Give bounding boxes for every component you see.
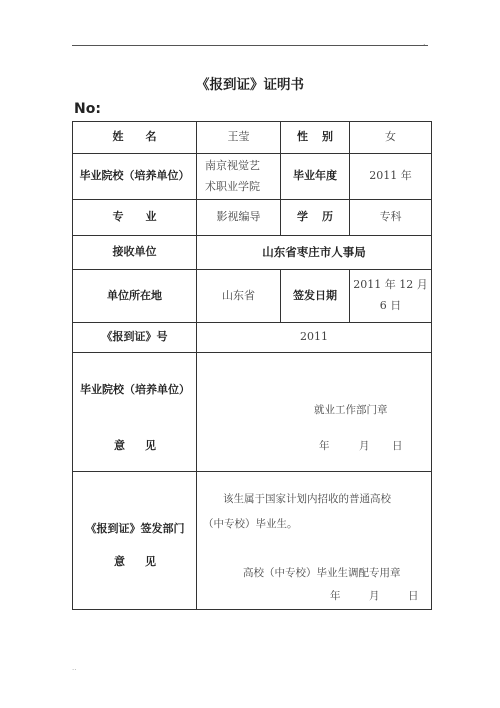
school-opinion-date-year: 年 <box>319 440 330 452</box>
document-title: 《报到证》证明书 <box>196 77 304 93</box>
school-opinion-label: 毕业院校（培养单位） <box>80 383 190 396</box>
grad-year-value: 2011 年 <box>350 154 432 200</box>
receiving-unit-value: 山东省枣庄市人事局 <box>197 236 432 270</box>
unit-location-label: 单位所在地 <box>73 270 197 323</box>
grad-year-label: 毕业年度 <box>281 154 350 200</box>
gender-label: 性别 <box>281 122 350 154</box>
major-value: 影视编导 <box>197 200 281 236</box>
school-value-line-1: 南京视觉艺 <box>205 158 260 172</box>
unit-location-value: 山东省 <box>197 270 281 323</box>
row-major-degree <box>73 200 432 236</box>
school-opinion-date-day: 日 <box>392 440 403 452</box>
row-location-date <box>73 270 432 323</box>
row-cert-number <box>73 323 432 353</box>
issue-date-label: 签发日期 <box>281 270 350 323</box>
number-label: No: <box>74 101 101 117</box>
footer-mark: .. <box>72 664 77 672</box>
name-label: 姓名 <box>73 122 197 154</box>
corner-mark: . <box>423 38 426 47</box>
issuer-opinion-label-2: 意见 <box>114 555 176 568</box>
graduate-allocation-stamp: 高校（中专校）毕业生调配专用章 <box>243 567 401 579</box>
row-issuer-opinion <box>73 472 432 610</box>
degree-label: 学历 <box>281 200 350 236</box>
issue-date-line-1: 2011 年 12 月 <box>353 278 428 292</box>
school-label: 毕业院校（培养单位） <box>73 154 197 200</box>
gender-value: 女 <box>350 122 432 154</box>
issuer-opinion-date-day: 日 <box>408 590 419 602</box>
issuer-opinion-label-cell <box>73 472 197 610</box>
school-opinion-date-month: 月 <box>359 440 370 452</box>
school-opinion-label-2: 意见 <box>114 439 176 452</box>
issuer-statement-line-2: （中专校）毕业生。 <box>203 518 298 530</box>
school-value-line-2: 术职业学院 <box>205 179 260 193</box>
major-label: 专业 <box>73 200 197 236</box>
degree-value: 专科 <box>350 200 432 236</box>
issuer-opinion-date-year: 年 <box>330 590 341 602</box>
cert-number-label: 《报到证》号 <box>73 323 197 353</box>
row-school-year <box>73 154 432 200</box>
row-name-gender <box>73 122 432 154</box>
issue-date-line-2: 6 日 <box>379 299 402 312</box>
issuer-opinion-date-month: 月 <box>369 590 380 602</box>
school-opinion-content <box>197 353 432 472</box>
receiving-unit-label: 接收单位 <box>73 236 197 270</box>
name-value: 王莹 <box>197 122 281 154</box>
issue-date-value <box>350 270 432 323</box>
school-value <box>197 154 281 200</box>
row-receiving-unit <box>73 236 432 270</box>
employment-dept-stamp: 就业工作部门章 <box>314 404 388 416</box>
issuer-opinion-label: 《报到证》签发部门 <box>85 522 185 535</box>
school-opinion-label-cell <box>73 353 197 472</box>
issuer-opinion-content <box>197 472 432 610</box>
header-rule <box>72 45 428 46</box>
certificate-form-table <box>72 121 432 610</box>
cert-number-value: 2011 <box>197 323 432 353</box>
issuer-statement-line-1: 该生属于国家计划内招收的普通高校 <box>223 493 391 505</box>
row-school-opinion <box>73 353 432 472</box>
